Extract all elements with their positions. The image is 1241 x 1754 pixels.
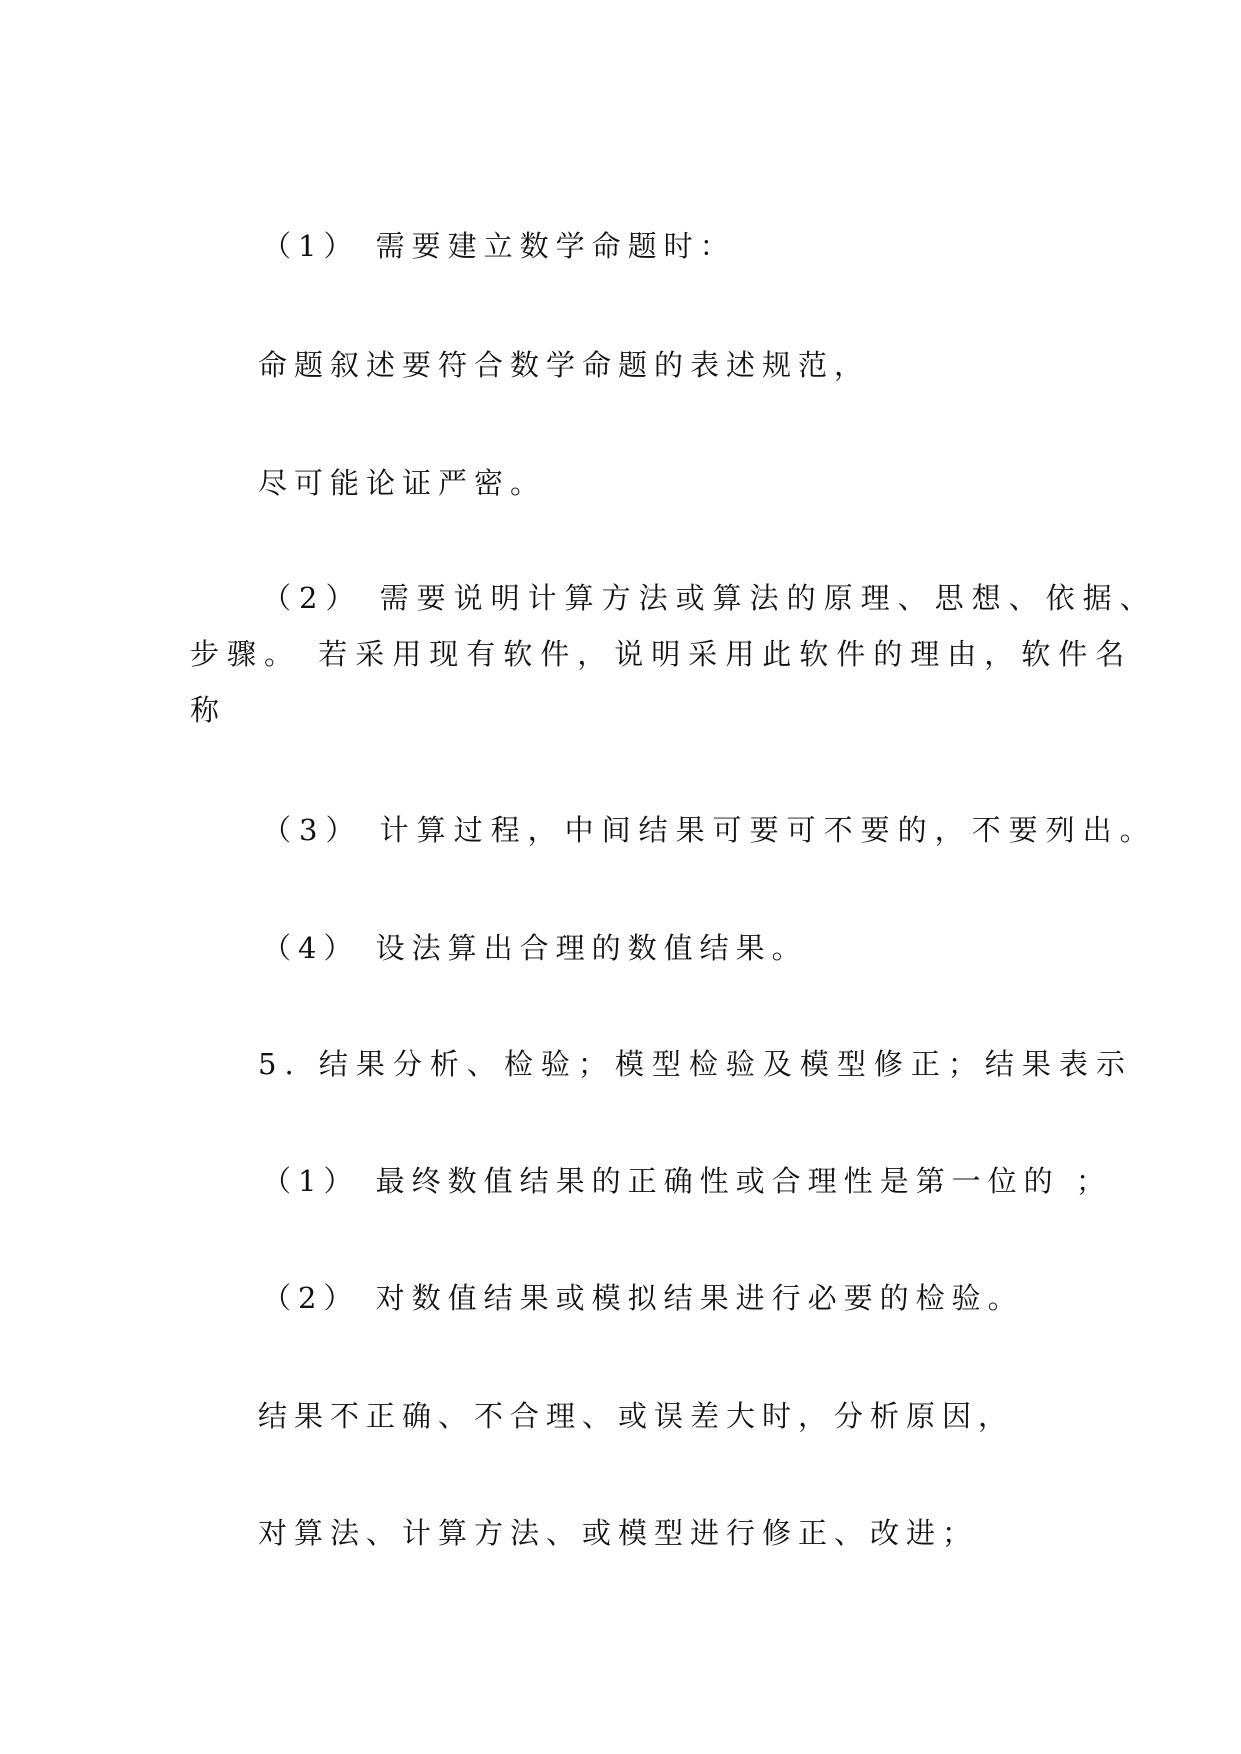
item-2-continuation: 步骤。 若采用现有软件，说明采用此软件的理由，软件名 <box>190 637 1133 671</box>
model-correction-text: 对算法、计算方法、或模型进行修正、改进； <box>258 1516 979 1550</box>
item-1-result-correctness: （1） 最终数值结果的正确性或合理性是第一位的 ； <box>262 1164 1112 1198</box>
error-analysis-text: 结果不正确、不合理、或误差大时，分析原因， <box>258 1399 1015 1433</box>
item-2-result-verification: （2） 对数值结果或模拟结果进行必要的检验。 <box>262 1281 1024 1315</box>
proposition-statement-norm: 命题叙述要符合数学命题的表述规范， <box>258 348 871 382</box>
item-2-continuation-end: 称 <box>190 693 227 727</box>
item-3-computation-process: （3） 计算过程，中间结果可要可不要的，不要列出。 <box>262 813 1157 847</box>
item-2-explain-algorithm: （2） 需要说明计算方法或算法的原理、思想、依据、 <box>262 581 1157 615</box>
rigorous-proof-text: 尽可能论证严密。 <box>258 466 547 500</box>
item-1-need-math-proposition: （1） 需要建立数学命题时： <box>262 229 736 263</box>
section-5-heading: 5. 结果分析、检验；模型检验及模型修正；结果表示 <box>258 1047 1133 1081</box>
item-4-numerical-result: （4） 设法算出合理的数值结果。 <box>262 931 808 965</box>
